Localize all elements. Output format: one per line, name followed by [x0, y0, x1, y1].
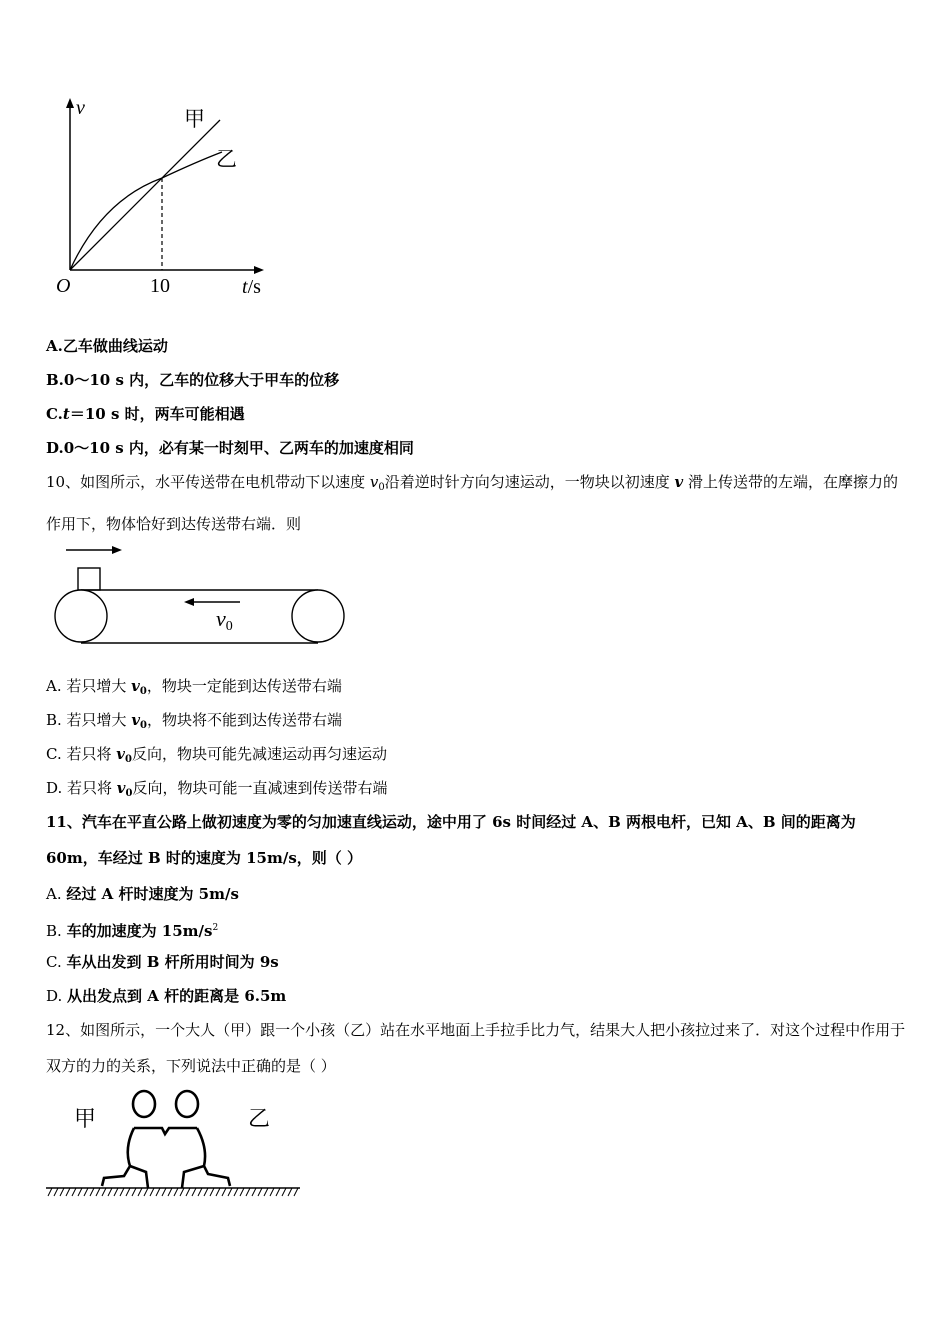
option-text: 0～10 s 内，必有某一时刻甲、乙两车的加速度相同: [63, 439, 414, 457]
q10-option-d[interactable]: D. 若只将 $v_0$反向，物块可能一直减速到传送带右端: [46, 779, 388, 799]
adult-leg: [130, 1166, 148, 1188]
q11-option-a[interactable]: A. 经过 A 杆时速度为 5m/s: [46, 885, 239, 903]
t-axis-arrow: [254, 266, 264, 274]
belt-velocity-arrowhead: [184, 598, 194, 606]
conveyor-diagram: [50, 540, 350, 650]
option-letter: D.: [46, 439, 64, 457]
option-letter: C.: [46, 405, 63, 423]
block: [78, 568, 100, 590]
q11-option-b[interactable]: B. 车的加速度为 $15m/s^2$: [46, 922, 219, 940]
t-axis-label: t/s: [242, 276, 261, 298]
vt-graph: [46, 90, 286, 305]
q10-option-b[interactable]: B. 若只增大 $v_0$，物块将不能到达传送带右端: [46, 711, 343, 731]
q9-option-d[interactable]: [46, 438, 414, 458]
option-variable: t: [62, 405, 70, 423]
jia-label: 甲: [74, 1106, 97, 1131]
adult-head: [133, 1091, 155, 1117]
joined-arms: [134, 1128, 197, 1134]
ground-hatching: [48, 1188, 298, 1196]
q10-stem: 10、如图所示，水平传送带在电机带动下以速度 $v_0$沿着逆时针方向匀速运动，一物块以初速度 v 滑上传送带的左端，在摩擦力的作用下，物体恰好到达传送带右端．则: [46, 473, 898, 533]
belt-velocity-label: v0: [216, 606, 233, 634]
q11-option-c[interactable]: C. 车从出发到 B 杆所用时间为 9s: [46, 953, 279, 971]
q11-stem: 11、汽车在平直公路上做初速度为零的匀加速直线运动，途中用了 6s 时间经过 A、B 两根电杆，已知 A、B 间的距离为 60m，车经过 B 时的速度为 15m/s，则（ ）: [46, 813, 856, 867]
option-text: 0～10 s 内，乙车的位移大于甲车的位移: [63, 371, 340, 389]
line-jia: [70, 120, 220, 270]
q9-option-b[interactable]: [46, 370, 339, 390]
q12-stem: 12、如图所示，一个大人（甲）跟一个小孩（乙）站在水平地面上手拉手比力气，结果大人把小孩拉过来了．对这个过程中作用于双方的力的关系，下列说法中正确的是（ ）: [46, 1021, 906, 1075]
child-leg: [182, 1166, 204, 1188]
v-axis-arrow: [66, 98, 74, 108]
block-velocity-arrowhead: [112, 546, 122, 554]
option-letter: A.: [46, 337, 63, 355]
child-body: [197, 1128, 230, 1186]
right-roller: [292, 590, 344, 642]
tick-10-label: 10: [150, 275, 170, 297]
q9-option-c[interactable]: [46, 404, 245, 424]
yi-label: 乙: [216, 147, 237, 171]
option-text: ＝10 s 时，两车可能相遇: [69, 405, 245, 423]
curve-yi: [70, 152, 222, 270]
q10-option-c[interactable]: C. 若只将 $v_0$反向，物块可能先减速运动再匀速运动: [46, 745, 387, 765]
adult-body: [102, 1128, 134, 1186]
v-axis-label: v: [76, 97, 85, 119]
jia-label: 甲: [184, 107, 205, 131]
yi-label: 乙: [248, 1106, 271, 1131]
q11-option-d[interactable]: D. 从出发点到 A 杆的距离是 6.5m: [46, 987, 287, 1005]
left-roller: [55, 590, 107, 642]
origin-label: O: [56, 275, 71, 297]
tug-of-war-diagram: [46, 1088, 306, 1200]
q9-option-a[interactable]: [46, 336, 168, 356]
option-letter: B.: [46, 371, 64, 389]
option-text: 乙车做曲线运动: [62, 337, 168, 355]
q10-option-a[interactable]: A. 若只增大 $v_0$，物块一定能到达传送带右端: [46, 677, 342, 697]
child-head: [176, 1091, 198, 1117]
